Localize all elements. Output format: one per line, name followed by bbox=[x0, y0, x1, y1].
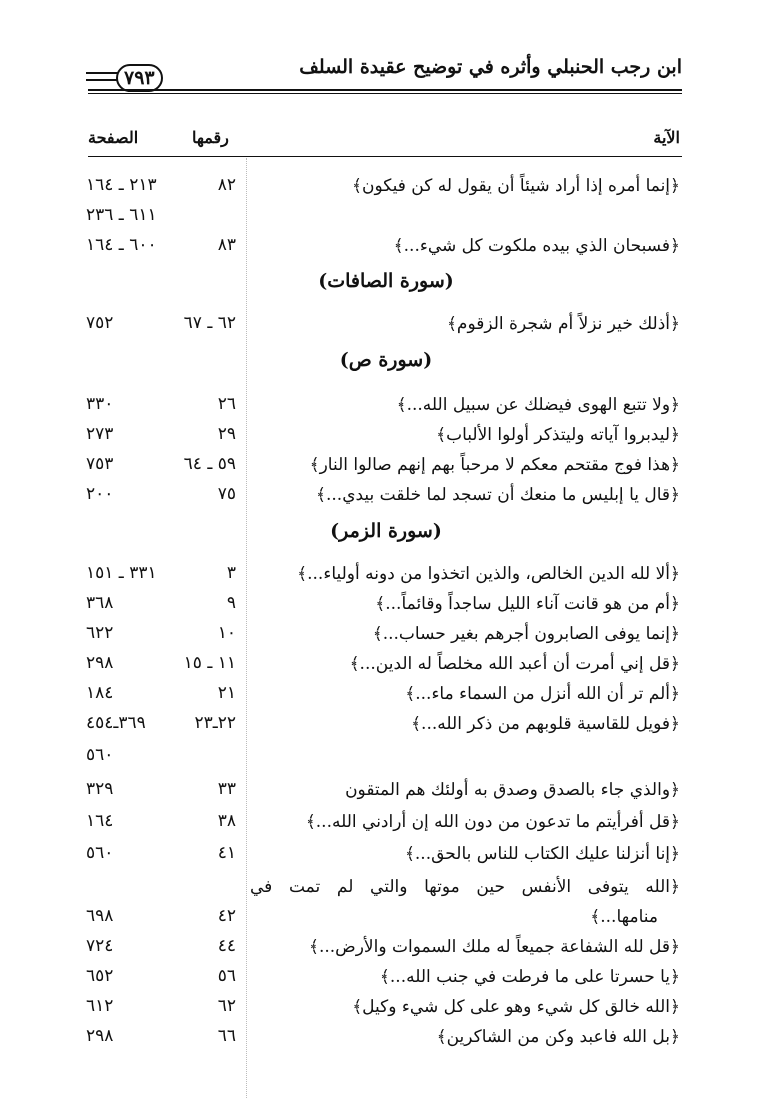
table-row bbox=[0, 484, 758, 514]
verse-text: ﴿إنما يوفى الصابرون أجرهم بغير حساب...﴾ bbox=[372, 624, 680, 644]
page-number: ٧٩٣ bbox=[116, 64, 163, 92]
verse-number: ٤٤ bbox=[217, 936, 236, 956]
page-refs: ١٨٤ bbox=[86, 683, 114, 703]
verse-text: ﴿قل أفرأيتم ما تدعون من دون الله إن أرادني الله...﴾ bbox=[305, 812, 680, 832]
page-refs: ٣٣١ ـ ١٥١ bbox=[86, 563, 157, 583]
surah-heading-zumar: (سورة الزمر) bbox=[330, 520, 442, 542]
page-refs: ٥٦٠ bbox=[86, 843, 114, 863]
page-refs: ٣٢٩ bbox=[86, 779, 114, 799]
verse-text: ﴿ليدبروا آياته وليتذكر أولوا الألباب﴾ bbox=[436, 425, 680, 445]
table-row bbox=[0, 593, 758, 623]
verse-number: ٩ bbox=[226, 593, 236, 613]
table-row bbox=[0, 313, 758, 343]
page-refs: ٢٩٨ bbox=[86, 653, 114, 673]
verse-number: ٦٦ bbox=[217, 1026, 236, 1046]
page-number-rule bbox=[86, 72, 120, 81]
page-refs: ٦٢٢ bbox=[86, 623, 114, 643]
verse-number: ٦٢ bbox=[217, 996, 236, 1016]
page-refs: ٢٧٣ bbox=[86, 424, 114, 444]
table-row bbox=[0, 713, 758, 743]
verse-number: ٢٩ bbox=[217, 424, 236, 444]
verse-text: ﴿ألا لله الدين الخالص، والذين اتخذوا من دونه أولياء...﴾ bbox=[297, 564, 680, 584]
verse-text: ﴿فسبحان الذي بيده ملكوت كل شيء...﴾ bbox=[393, 236, 680, 256]
verse-text: ﴿والذي جاء بالصدق وصدق به أولئك هم المتقون bbox=[345, 780, 680, 800]
verse-number: ٢٢ـ٢٣ bbox=[194, 713, 236, 733]
verse-number: ٣٣ bbox=[217, 779, 236, 799]
verse-number: ١١ ـ ١٥ bbox=[183, 653, 236, 673]
verse-number: ٤١ bbox=[217, 843, 236, 863]
table-row bbox=[0, 235, 758, 265]
page-refs: ٦٩٨ bbox=[86, 906, 114, 926]
verse-text: ﴿قل لله الشفاعة جميعاً له ملك السموات والأرض...﴾ bbox=[309, 937, 680, 957]
verse-text: ﴿يا حسرتا على ما فرطت في جنب الله...﴾ bbox=[379, 967, 680, 987]
table-row bbox=[0, 779, 758, 809]
page-refs: ٢٠٠ bbox=[86, 484, 114, 504]
running-title: ابن رجب الحنبلي وأثره في توضيح عقيدة السلف bbox=[299, 56, 682, 78]
table-row bbox=[0, 811, 758, 841]
table-row bbox=[0, 936, 758, 966]
verse-text: ﴿ولا تتبع الهوى فيضلك عن سبيل الله...﴾ bbox=[396, 395, 680, 415]
verse-text: ﴿إنما أمره إذا أراد شيئاً أن يقول له كن فيكون﴾ bbox=[352, 176, 680, 196]
verse-text: ﴿بل الله فاعبد وكن من الشاكرين﴾ bbox=[436, 1027, 680, 1047]
table-row bbox=[0, 394, 758, 424]
table-row bbox=[0, 996, 758, 1026]
verse-number: ٣٨ bbox=[217, 811, 236, 831]
verse-number: ٣ bbox=[226, 563, 236, 583]
verse-number: ٢١ bbox=[217, 683, 236, 703]
verse-text: ﴿الله يتوفى الأنفس حين موتها والتي لم تمت في bbox=[250, 877, 680, 897]
header-rule bbox=[88, 89, 682, 94]
column-header-number: رقمها bbox=[192, 128, 229, 147]
verse-number: ٥٦ bbox=[217, 966, 236, 986]
verse-number: ٨٢ bbox=[217, 175, 236, 195]
table-row bbox=[0, 966, 758, 996]
page-refs: ٣٦٩ـ٤٥٤ bbox=[86, 713, 146, 733]
verse-text: ﴿إنا أنزلنا عليك الكتاب للناس بالحق...﴾ bbox=[404, 844, 680, 864]
page-refs: ٦٥٢ bbox=[86, 966, 114, 986]
page-refs-continued: ٦١١ ـ ٢٣٦ bbox=[86, 205, 157, 225]
table-row bbox=[0, 906, 758, 936]
page-refs: ٣٣٠ bbox=[86, 394, 114, 414]
verse-number: ٨٣ bbox=[217, 235, 236, 255]
page-refs: ٦١٢ bbox=[86, 996, 114, 1016]
table-row bbox=[0, 424, 758, 454]
verse-text: ﴿فويل للقاسية قلوبهم من ذكر الله...﴾ bbox=[411, 714, 680, 734]
table-row bbox=[0, 175, 758, 205]
verse-number: ٥٩ ـ ٦٤ bbox=[183, 454, 236, 474]
page-refs: ٧٥٢ bbox=[86, 313, 114, 333]
verse-number: ٢٦ bbox=[217, 394, 236, 414]
verse-text: ﴿قال يا إبليس ما منعك أن تسجد لما خلقت بيدي...﴾ bbox=[316, 485, 680, 505]
verse-text: ﴿قل إني أمرت أن أعبد الله مخلصاً له الدين...﴾ bbox=[349, 654, 680, 674]
table-row bbox=[0, 563, 758, 593]
table-row bbox=[0, 1026, 758, 1056]
table-row bbox=[0, 454, 758, 484]
verse-text: ﴿ألم تر أن الله أنزل من السماء ماء...﴾ bbox=[405, 684, 680, 704]
page-refs: ٧٥٣ bbox=[86, 454, 114, 474]
page-refs: ٢١٣ ـ ١٦٤ bbox=[86, 175, 157, 195]
verse-text-continued: منامها...﴾ bbox=[590, 907, 658, 927]
page-refs: ١٦٤ bbox=[86, 811, 114, 831]
verse-number: ٧٥ bbox=[217, 484, 236, 504]
verse-text: ﴿أم من هو قانت آناء الليل ساجداً وقائماً...﴾ bbox=[375, 594, 680, 614]
verse-text: ﴿هذا فوج مقتحم معكم لا مرحباً بهم إنهم صالوا النار﴾ bbox=[309, 455, 680, 475]
verse-number: ٤٢ bbox=[217, 906, 236, 926]
page-refs: ٦٠٠ ـ ١٦٤ bbox=[86, 235, 157, 255]
table-row bbox=[0, 653, 758, 683]
column-header-verse: الآية bbox=[653, 128, 680, 147]
surah-heading-sad: (سورة ص) bbox=[339, 349, 433, 371]
verse-number: ١٠ bbox=[217, 623, 236, 643]
table-row bbox=[0, 623, 758, 653]
page-refs: ٣٦٨ bbox=[86, 593, 114, 613]
table-row bbox=[0, 683, 758, 713]
verse-text: ﴿الله خالق كل شيء وهو على كل شيء وكيل﴾ bbox=[352, 997, 680, 1017]
page-refs: ٢٩٨ bbox=[86, 1026, 114, 1046]
table-row bbox=[0, 843, 758, 873]
page-refs-continued: ٥٦٠ bbox=[86, 745, 114, 765]
verse-text: ﴿أذلك خير نزلاً أم شجرة الزقوم﴾ bbox=[446, 314, 680, 334]
surah-heading-saffat: (سورة الصافات) bbox=[318, 270, 454, 292]
page-number-ornament bbox=[86, 64, 176, 90]
verse-number: ٦٢ ـ ٦٧ bbox=[183, 313, 236, 333]
page-refs: ٧٢٤ bbox=[86, 936, 114, 956]
column-header-page: الصفحة bbox=[88, 128, 139, 147]
column-header-rule bbox=[88, 156, 682, 157]
